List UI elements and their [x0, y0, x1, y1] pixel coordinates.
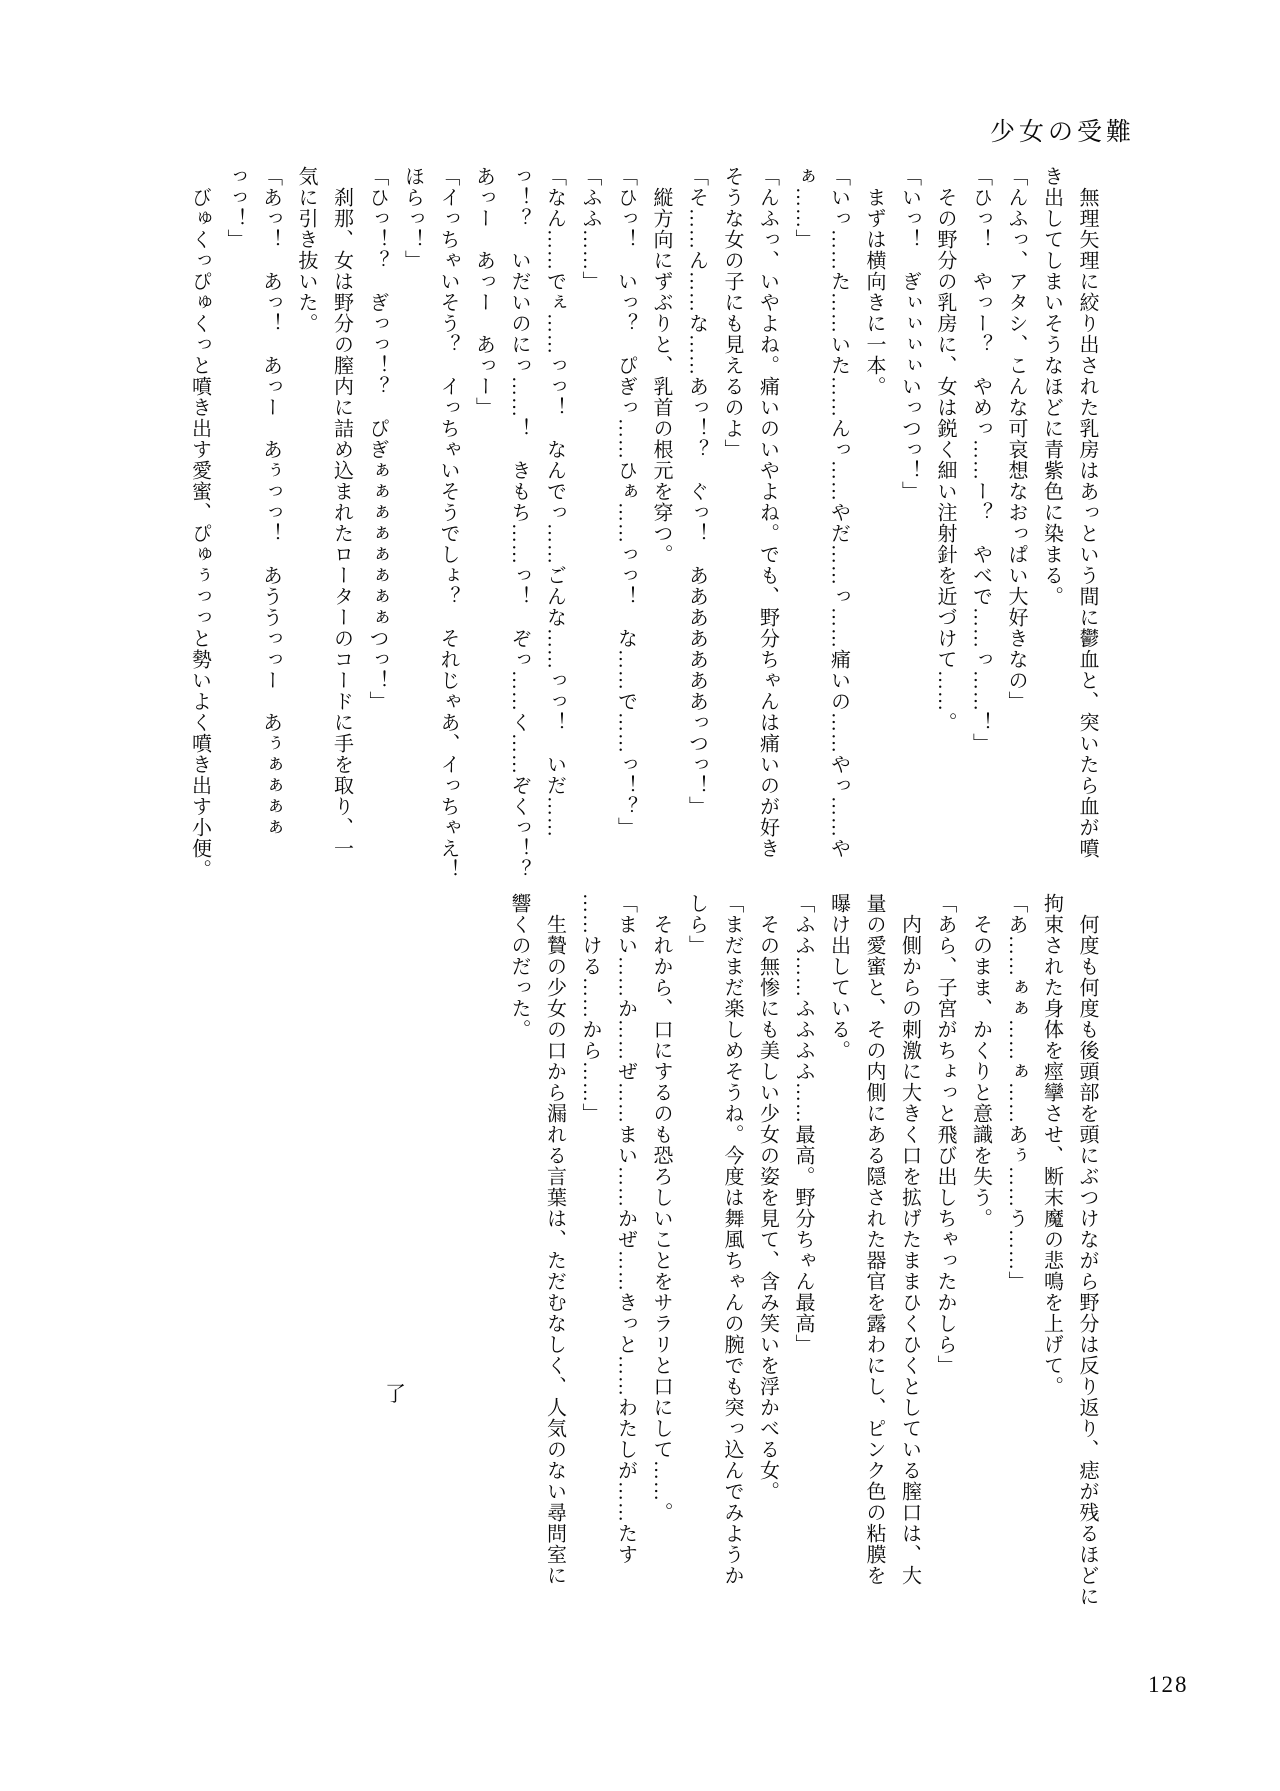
text-column: 無理矢理に絞り出された乳房はあっという間に鬱血と、突いたら血が噴 — [1076, 166, 1098, 859]
text-column: そうな女の子にも見えるのよ」 — [721, 166, 743, 460]
text-column: 「あら、子宮がちょっと飛び出しちゃったかしら」 — [934, 893, 956, 1376]
text-column: そのまま、かくりと意識を失う。 — [969, 893, 992, 1229]
text-column: 「んふっ、いやよね。痛いのいやよね。でも、野分ちゃんは痛いのが好き — [756, 166, 779, 859]
text-column: ぁ……」 — [792, 166, 814, 250]
text-column: き出してしまいそうなほどに青紫色に染まる。 — [1040, 166, 1063, 607]
text-column: 刹那、女は野分の膣内に詰め込まれたローターのコードに手を取り、一 — [330, 166, 353, 859]
text-column: その野分の乳房に、女は鋭く細い注射針を近づけて……。 — [934, 166, 956, 733]
text-column: 生贄の少女の口から漏れる言葉は、ただむなしく、人気のない尋問室に — [543, 893, 566, 1586]
top-text-block — [180, 166, 1104, 880]
text-column: 曝け出している。 — [827, 893, 850, 1061]
text-column: 「そ……ん……な……あっ！？ ぐっ！ あああああああっつっ！」 — [685, 166, 708, 817]
text-column: 量の愛蜜と、その内側にある隠された器官を露わにし、ピンク色の粘膜を — [863, 893, 885, 1586]
text-column: あっー あっー あっー」 — [472, 166, 495, 418]
text-column: その無惨にも美しい少女の姿を見て、含み笑いを浮かべる女。 — [756, 893, 779, 1502]
text-column: 「まい……か……ぜ……まい……かぜ……きっと……わたしが……たす — [614, 893, 637, 1565]
text-column: 「いっ……た……いた……んっ……やだ……っ……痛いの……やっ……や — [827, 166, 850, 859]
text-column: 拘束された身体を痙攣させ、断末魔の悲鳴を上げて。 — [1040, 893, 1063, 1397]
text-column: それから、口にするのも恐ろしいことをサラリと口にして……。 — [650, 893, 672, 1523]
text-column: 内側からの刺激に大きく口を拡げたままひくひくとしている膣口は、大 — [898, 893, 921, 1586]
page-header-title: 少女の受難 — [990, 119, 1136, 146]
text-column: ほらっ！」 — [401, 166, 424, 271]
text-column: 「んふっ、アタシ、こんな可哀想なおっぱい大好きなの」 — [1005, 166, 1027, 712]
text-column: っ！？ いだいのにっ……！ きもち……っ！ ぞっ……く……ぞくっ！？ — [508, 166, 530, 880]
story-end-mark: 了 — [385, 1382, 406, 1406]
text-column: 気に引き抜いた。 — [295, 166, 317, 334]
text-column: っっ！」 — [224, 166, 246, 250]
text-column: 何度も何度も後頭部を頭にぶつけながら野分は反り返り、痣が残るほどに — [1076, 893, 1098, 1607]
text-column: 「ひっ！ やっー？ やめっ……ー？ やべで……っ……！」 — [969, 166, 992, 754]
text-column: 縦方向にずぶりと、乳首の根元を穿つ。 — [650, 166, 672, 565]
text-column: 「ふふ……ふふふふ……最高。野分ちゃん最高」 — [792, 893, 814, 1355]
text-column: まずは横向きに一本。 — [863, 166, 885, 397]
text-column: 「ひっ！？ ぎっっ！？ ぴぎぁぁぁぁぁぁぁぁつっ！」 — [366, 166, 388, 712]
text-column: 「イっちゃいそう？ イっちゃいそうでしょ？ それじゃあ、イっちゃえ！ — [437, 166, 459, 880]
text-column: 「いっ！ ぎぃぃぃぃいっつっ！」 — [898, 166, 921, 502]
bottom-text-block — [500, 893, 1104, 1623]
text-column: 「まだまだ楽しめそうね。今度は舞風ちゃんの腕でも突っ込んでみようか — [721, 893, 743, 1586]
text-column: 響くのだった。 — [508, 893, 530, 1040]
text-column: ……ける……から……」 — [579, 893, 601, 1124]
text-column: しら」 — [685, 893, 708, 956]
text-column: 「あ……ぁぁ……ぁ……あぅ……う……」 — [1005, 893, 1027, 1292]
text-column: 「あっ！ あっ！ あっー あぅっっ！ あううっっー あぅぁぁぁぁ — [259, 166, 282, 838]
page-number: 128 — [1148, 1672, 1189, 1697]
text-column: 「ひっ！ いっ？ ぴぎっ……ひぁ……っっ！ な……で……っ！？」 — [614, 166, 637, 838]
text-column: 「なん……でぇ……っっ！ なんでっ……ごんな……っっ！ いだ…… — [543, 166, 566, 838]
text-column: びゅくっぴゅくっと噴き出す愛蜜、ぴゅぅっっと勢いよく噴き出す小便。 — [188, 166, 211, 880]
text-column: 「ふふ……」 — [579, 166, 601, 292]
